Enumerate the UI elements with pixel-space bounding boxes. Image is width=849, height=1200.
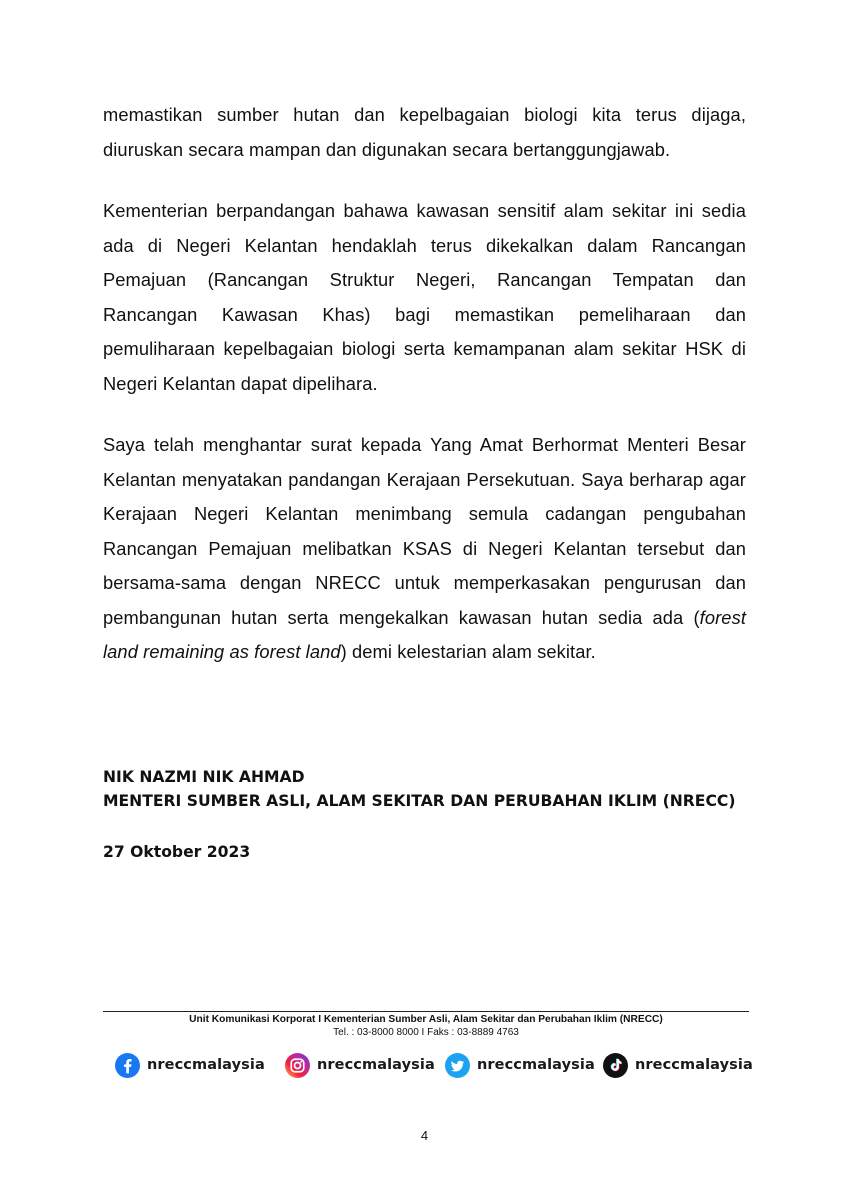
paragraph-3-italic: forest land remaining as forest land	[103, 606, 746, 662]
twitter-icon	[445, 1053, 470, 1078]
footer-divider	[103, 1011, 749, 1012]
signature-block	[103, 765, 743, 864]
signatory-title: MENTERI SUMBER ASLI, ALAM SEKITAR DAN PERUBAHAN IKLIM (NRECC)	[103, 792, 736, 810]
social-link-tiktok[interactable]	[603, 1050, 753, 1080]
tiktok-icon	[603, 1053, 628, 1078]
instagram-handle: nreccmalaysia	[317, 1057, 435, 1073]
paragraph-3-text: Saya telah menghantar surat kepada Yang Amat Berhormat Menteri Besar Kelantan menyatakan pandangan Kerajaan Persekutuan. Saya berharap agar Kerajaan Negeri Kelantan menimbang semula cadangan pengubahan Rancangan Pemajuan melibatkan KSAS di Negeri Kelantan tersebut dan bersama-sama dengan NRECC untuk memperkasakan pengurusan dan pembangunan hutan serta mengekalkan kawasan hutan sedia ada (	[103, 434, 746, 628]
social-links	[115, 1050, 755, 1082]
tiktok-handle: nreccmalaysia	[635, 1057, 753, 1073]
body-text	[103, 98, 746, 697]
footer-unit-name: Unit Komunikasi Korporat I Kementerian Sumber Asli, Alam Sekitar dan Perubahan Iklim (NRECC)	[189, 1014, 663, 1025]
twitter-handle: nreccmalaysia	[477, 1057, 595, 1073]
social-link-twitter[interactable]	[445, 1050, 595, 1080]
paragraph-1: memastikan sumber hutan dan kepelbagaian biologi kita terus dijaga, diuruskan secara mampan dan digunakan secara bertanggungjawab.	[103, 104, 746, 160]
paragraph-3	[103, 428, 746, 670]
social-link-instagram[interactable]	[285, 1050, 435, 1080]
paragraph-3-tail: ) demi kelestarian alam sekitar.	[340, 641, 596, 662]
facebook-handle: nreccmalaysia	[147, 1057, 265, 1073]
signatory-name: NIK NAZMI NIK AHMAD	[103, 768, 305, 786]
page-number: 4	[420, 1128, 429, 1143]
footer-contact: Tel. : 03-8000 8000 I Faks : 03-8889 4763	[333, 1027, 519, 1038]
paragraph-2: Kementerian berpandangan bahawa kawasan sensitif alam sekitar ini sedia ada di Negeri Kelantan hendaklah terus dikekalkan dalam Rancangan Pemajuan (Rancangan Struktur Negeri, Rancangan Tempatan dan Rancangan Kawasan Khas) bagi memastikan pemeliharaan dan pemuliharaan kepelbagaian biologi serta kemampanan alam sekitar HSK di Negeri Kelantan dapat dipelihara.	[103, 200, 746, 394]
facebook-icon	[115, 1053, 140, 1078]
document-date: 27 Oktober 2023	[103, 843, 251, 861]
social-link-facebook[interactable]	[115, 1050, 265, 1080]
instagram-icon	[285, 1053, 310, 1078]
